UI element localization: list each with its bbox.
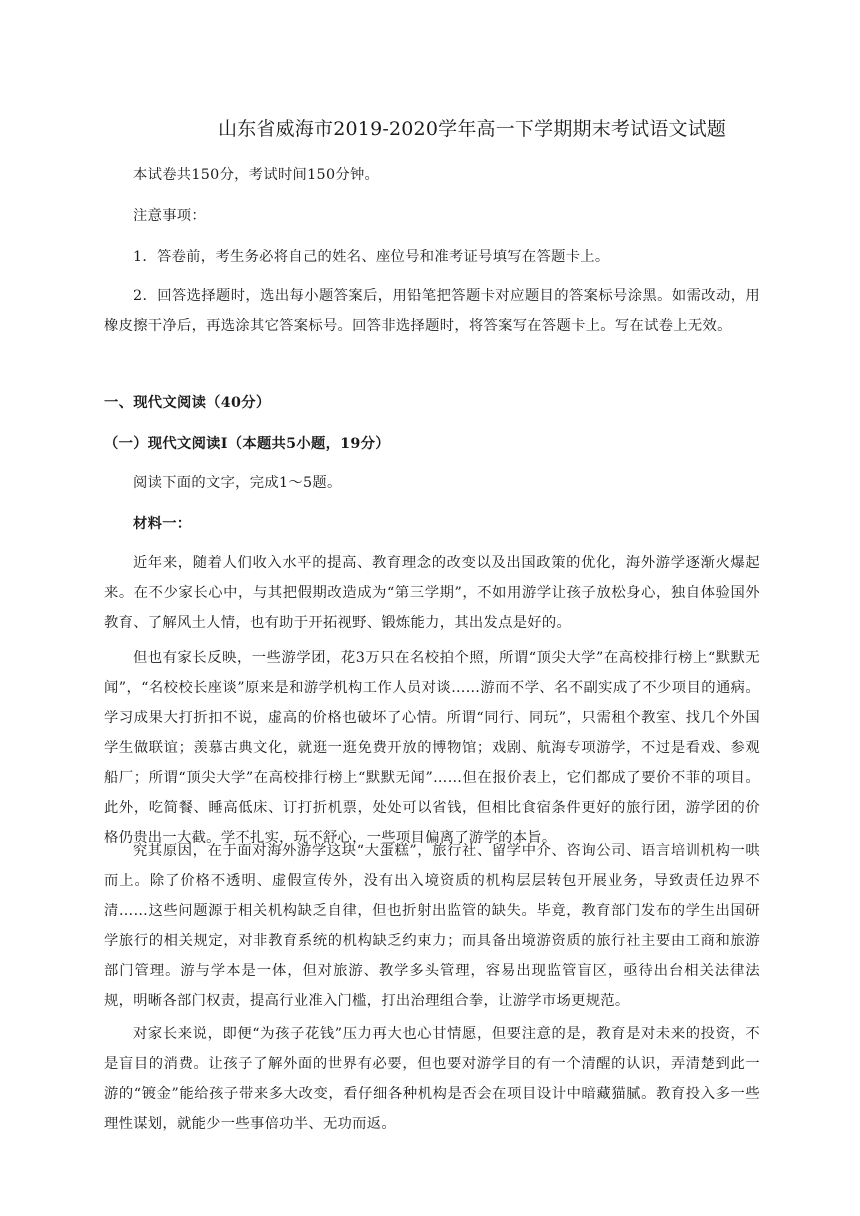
paragraph-2: 但也有家长反映，一些游学团，花3万只在名校拍个照，所谓“顶尖大学”在高校排行榜上“默默无闻”，“名校校长座谈”原来是和游学机构工作人员对谈……游而不学、名不副实成了不少项目的通病。学习成果大打折扣不说，虚高的价格也破坏了心情。所谓“同行、同玩”，只需租个教室、找几个外国学生做联谊；羡慕古典文化，就逛一逛免费开放的博物馆；戏剧、航海专项游学，不过是看戏、参观船厂；所谓“顶尖大学”在高校排行榜上“默默无闻”……但在报价表上，它们都成了要价不菲的项目。此外，吃简餐、睡高低床、订打折机票，处处可以省钱，但相比食宿条件更好的旅行团，游学团的价格仍贵出一大截。学不扎实，玩不舒心，一些项目偏离了游学的本旨。 — [104, 650, 760, 846]
notice-item-1: 1．答卷前，考生务必将自己的姓名、座位号和准考证号填写在答题卡上。 — [133, 249, 610, 265]
notice-item-2: 2．回答选择题时，选出每小题答案后，用铅笔把答题卡对应题目的答案标号涂黑。如需改动，用橡皮擦干净后，再选涂其它答案标号。回答非选择题时，将答案写在答题卡上。写在试卷上无效。 — [104, 288, 760, 334]
subsection-heading: （一）现代文阅读Ⅰ（本题共5小题，19分） — [104, 436, 390, 452]
paragraph-4: 对家长来说，即便“为孩子花钱”压力再大也心甘情愿，但要注意的是，教育是对未来的投资，不是盲目的消费。让孩子了解外面的世界有必要，但也要对游学目的有一个清醒的认识，弄清楚到此一游的“镀金”能给孩子带来多大改变，看仔细各种机构是否会在项目设计中暗藏猫腻。教育投入多一些理性谋划，就能少一些事倍功半、无功而返。 — [104, 1026, 760, 1132]
exam-intro: 本试卷共150分，考试时间150分钟。 — [133, 167, 380, 183]
page-title: 山东省威海市2019-2020学年高一下学期期末考试语文试题 — [218, 118, 727, 140]
notice-heading: 注意事项： — [133, 208, 206, 224]
section-heading: 一、现代文阅读（40分） — [104, 395, 271, 411]
reading-instruction: 阅读下面的文字，完成1～5题。 — [133, 475, 342, 491]
paragraph-3: 究其原因，在于面对海外游学这块“大蛋糕”，旅行社、留学中介、咨询公司、语言培训机构一哄而上。除了价格不透明、虚假宣传外，没有出入境资质的机构层层转包开展业务，导致责任边界不清……这些问题源于相关机构缺乏自律，但也折射出监管的缺失。毕竟，教育部门发布的学生出国研学旅行的相关规定，对非教育系统的机构缺乏约束力；而具备出境游资质的旅行社主要由工商和旅游部门管理。游与学本是一体，但对旅游、教学多头管理，容易出现监管盲区，亟待出台相关法律法规，明晰各部门权责，提高行业准入门槛，打出治理组合拳，让游学市场更规范。 — [104, 843, 760, 1009]
material-label: 材料一： — [133, 516, 192, 532]
paragraph-1: 近年来，随着人们收入水平的提高、教育理念的改变以及出国政策的优化，海外游学逐渐火爆起来。在不少家长心中，与其把假期改造成为“第三学期”，不如用游学让孩子放松身心，独自体验国外教育、了解风土人情，也有助于开拓视野、锻炼能力，其出发点是好的。 — [104, 555, 760, 631]
